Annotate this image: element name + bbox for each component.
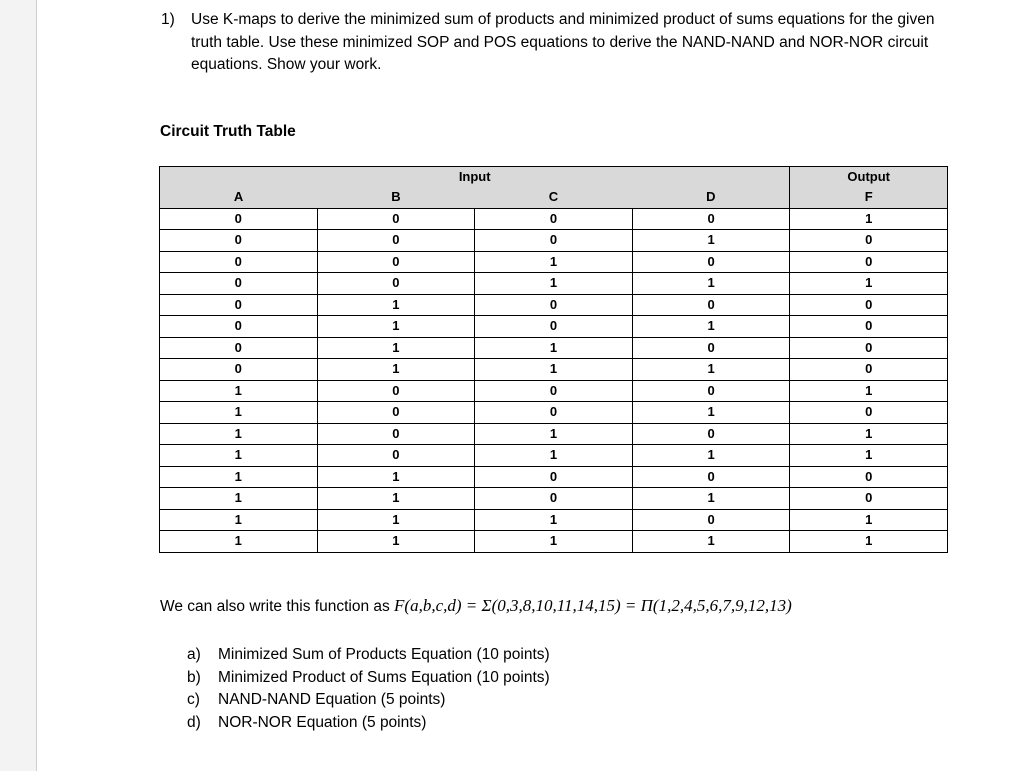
truth-table bbox=[159, 166, 948, 553]
part-marker: a) bbox=[187, 646, 201, 663]
table-cell: 1 bbox=[632, 402, 790, 424]
table-cell: 0 bbox=[790, 294, 948, 316]
list-item bbox=[187, 667, 550, 690]
table-cell: 1 bbox=[790, 531, 948, 553]
table-title: Circuit Truth Table bbox=[160, 123, 296, 140]
part-text: NOR-NOR Equation (5 points) bbox=[218, 713, 427, 731]
table-row bbox=[160, 337, 948, 359]
table-cell: 0 bbox=[790, 230, 948, 252]
table-cell: 1 bbox=[790, 380, 948, 402]
table-cell: 1 bbox=[475, 445, 633, 467]
table-row bbox=[160, 402, 948, 424]
table-cell: 1 bbox=[317, 316, 475, 338]
input-header: Input bbox=[160, 167, 790, 188]
table-cell: 1 bbox=[632, 445, 790, 467]
table-cell: 1 bbox=[475, 423, 633, 445]
table-cell: 0 bbox=[475, 466, 633, 488]
part-text: Minimized Product of Sums Equation (10 points) bbox=[218, 668, 550, 686]
part-marker: d) bbox=[187, 713, 201, 731]
table-row bbox=[160, 316, 948, 338]
table-row bbox=[160, 380, 948, 402]
table-cell: 1 bbox=[160, 531, 318, 553]
alternate-form bbox=[160, 596, 792, 616]
table-cell: 0 bbox=[317, 251, 475, 273]
part-text: Minimized Sum of Products Equation (10 points) bbox=[218, 646, 550, 663]
table-cell: 1 bbox=[160, 380, 318, 402]
column-header-f: F bbox=[790, 187, 948, 208]
table-row bbox=[160, 294, 948, 316]
table-row bbox=[160, 509, 948, 531]
column-header-c: C bbox=[475, 187, 633, 208]
table-cell: 1 bbox=[317, 488, 475, 510]
table-cell: 0 bbox=[160, 359, 318, 381]
table-cell: 0 bbox=[632, 509, 790, 531]
table-row bbox=[160, 531, 948, 553]
table-cell: 1 bbox=[317, 466, 475, 488]
table-cell: 1 bbox=[632, 359, 790, 381]
table-cell: 0 bbox=[317, 423, 475, 445]
table-cell: 0 bbox=[790, 402, 948, 424]
table-cell: 0 bbox=[475, 208, 633, 230]
table-cell: 0 bbox=[790, 316, 948, 338]
table-cell: 0 bbox=[160, 273, 318, 295]
table-cell: 0 bbox=[632, 294, 790, 316]
table-cell: 1 bbox=[790, 509, 948, 531]
list-item bbox=[187, 712, 550, 735]
question-number: 1) bbox=[161, 11, 175, 28]
document-page bbox=[36, 0, 1024, 771]
table-cell: 0 bbox=[790, 359, 948, 381]
table-row bbox=[160, 466, 948, 488]
table-cell: 1 bbox=[632, 531, 790, 553]
table-row bbox=[160, 251, 948, 273]
table-cell: 0 bbox=[632, 466, 790, 488]
table-cell: 1 bbox=[317, 337, 475, 359]
table-cell: 0 bbox=[790, 337, 948, 359]
table-cell: 1 bbox=[475, 509, 633, 531]
table-row bbox=[160, 423, 948, 445]
function-equation: F(a,b,c,d) = Σ(0,3,8,10,11,14,15) = Π(1,2,4,5,6,7,9,12,13) bbox=[394, 596, 792, 615]
table-cell: 0 bbox=[317, 402, 475, 424]
table-cell: 1 bbox=[632, 230, 790, 252]
output-header: Output bbox=[790, 167, 948, 188]
table-cell: 0 bbox=[475, 402, 633, 424]
table-cell: 0 bbox=[475, 380, 633, 402]
table-cell: 0 bbox=[632, 251, 790, 273]
table-row bbox=[160, 445, 948, 467]
table-cell: 0 bbox=[160, 251, 318, 273]
table-cell: 0 bbox=[317, 380, 475, 402]
table-row bbox=[160, 273, 948, 295]
table-cell: 0 bbox=[475, 488, 633, 510]
table-cell: 1 bbox=[160, 445, 318, 467]
table-cell: 1 bbox=[475, 273, 633, 295]
table-cell: 0 bbox=[317, 445, 475, 467]
table-cell: 1 bbox=[475, 359, 633, 381]
table-cell: 1 bbox=[475, 531, 633, 553]
table-cell: 0 bbox=[475, 294, 633, 316]
table-cell: 1 bbox=[160, 423, 318, 445]
table-cell: 0 bbox=[475, 316, 633, 338]
list-item bbox=[187, 689, 550, 712]
table-cell: 0 bbox=[160, 337, 318, 359]
alternate-form-prefix: We can also write this function as bbox=[160, 598, 395, 615]
table-cell: 1 bbox=[160, 488, 318, 510]
table-cell: 0 bbox=[317, 273, 475, 295]
table-cell: 1 bbox=[317, 294, 475, 316]
table-cell: 0 bbox=[160, 208, 318, 230]
table-cell: 0 bbox=[790, 466, 948, 488]
table-cell: 0 bbox=[790, 488, 948, 510]
table-cell: 0 bbox=[632, 380, 790, 402]
table-cell: 1 bbox=[632, 273, 790, 295]
part-text: NAND-NAND Equation (5 points) bbox=[218, 691, 446, 708]
table-cell: 1 bbox=[160, 509, 318, 531]
table-cell: 0 bbox=[475, 230, 633, 252]
column-header-a: A bbox=[160, 187, 318, 208]
table-cell: 0 bbox=[160, 230, 318, 252]
table-cell: 1 bbox=[475, 337, 633, 359]
table-cell: 1 bbox=[790, 208, 948, 230]
parts-list bbox=[187, 644, 550, 734]
table-column-header bbox=[160, 187, 948, 208]
part-marker: c) bbox=[187, 691, 200, 708]
table-row bbox=[160, 359, 948, 381]
table-row bbox=[160, 230, 948, 252]
table-cell: 1 bbox=[317, 531, 475, 553]
table-cell: 0 bbox=[790, 251, 948, 273]
table-group-header bbox=[160, 167, 948, 188]
table-cell: 1 bbox=[317, 359, 475, 381]
table-cell: 0 bbox=[632, 337, 790, 359]
column-header-d: D bbox=[632, 187, 790, 208]
column-header-b: B bbox=[317, 187, 475, 208]
table-row bbox=[160, 208, 948, 230]
table-cell: 1 bbox=[632, 488, 790, 510]
table-cell: 1 bbox=[632, 316, 790, 338]
table-cell: 1 bbox=[160, 466, 318, 488]
list-item bbox=[187, 644, 550, 667]
table-cell: 1 bbox=[790, 445, 948, 467]
table-cell: 1 bbox=[475, 251, 633, 273]
table-cell: 1 bbox=[790, 273, 948, 295]
part-marker: b) bbox=[187, 668, 201, 686]
question-text: Use K-maps to derive the minimized sum of products and minimized product of sums equations for the given truth table. Use these minimized SOP and POS equations to derive the NAND-NAND and NOR-NOR circuit equations. Show your work. bbox=[191, 11, 935, 73]
table-cell: 1 bbox=[790, 423, 948, 445]
table-cell: 1 bbox=[317, 509, 475, 531]
table-row bbox=[160, 488, 948, 510]
table-cell: 0 bbox=[160, 294, 318, 316]
table-cell: 0 bbox=[632, 208, 790, 230]
table-cell: 0 bbox=[317, 208, 475, 230]
table-cell: 0 bbox=[160, 316, 318, 338]
table-cell: 0 bbox=[317, 230, 475, 252]
table-cell: 0 bbox=[632, 423, 790, 445]
table-cell: 1 bbox=[160, 402, 318, 424]
